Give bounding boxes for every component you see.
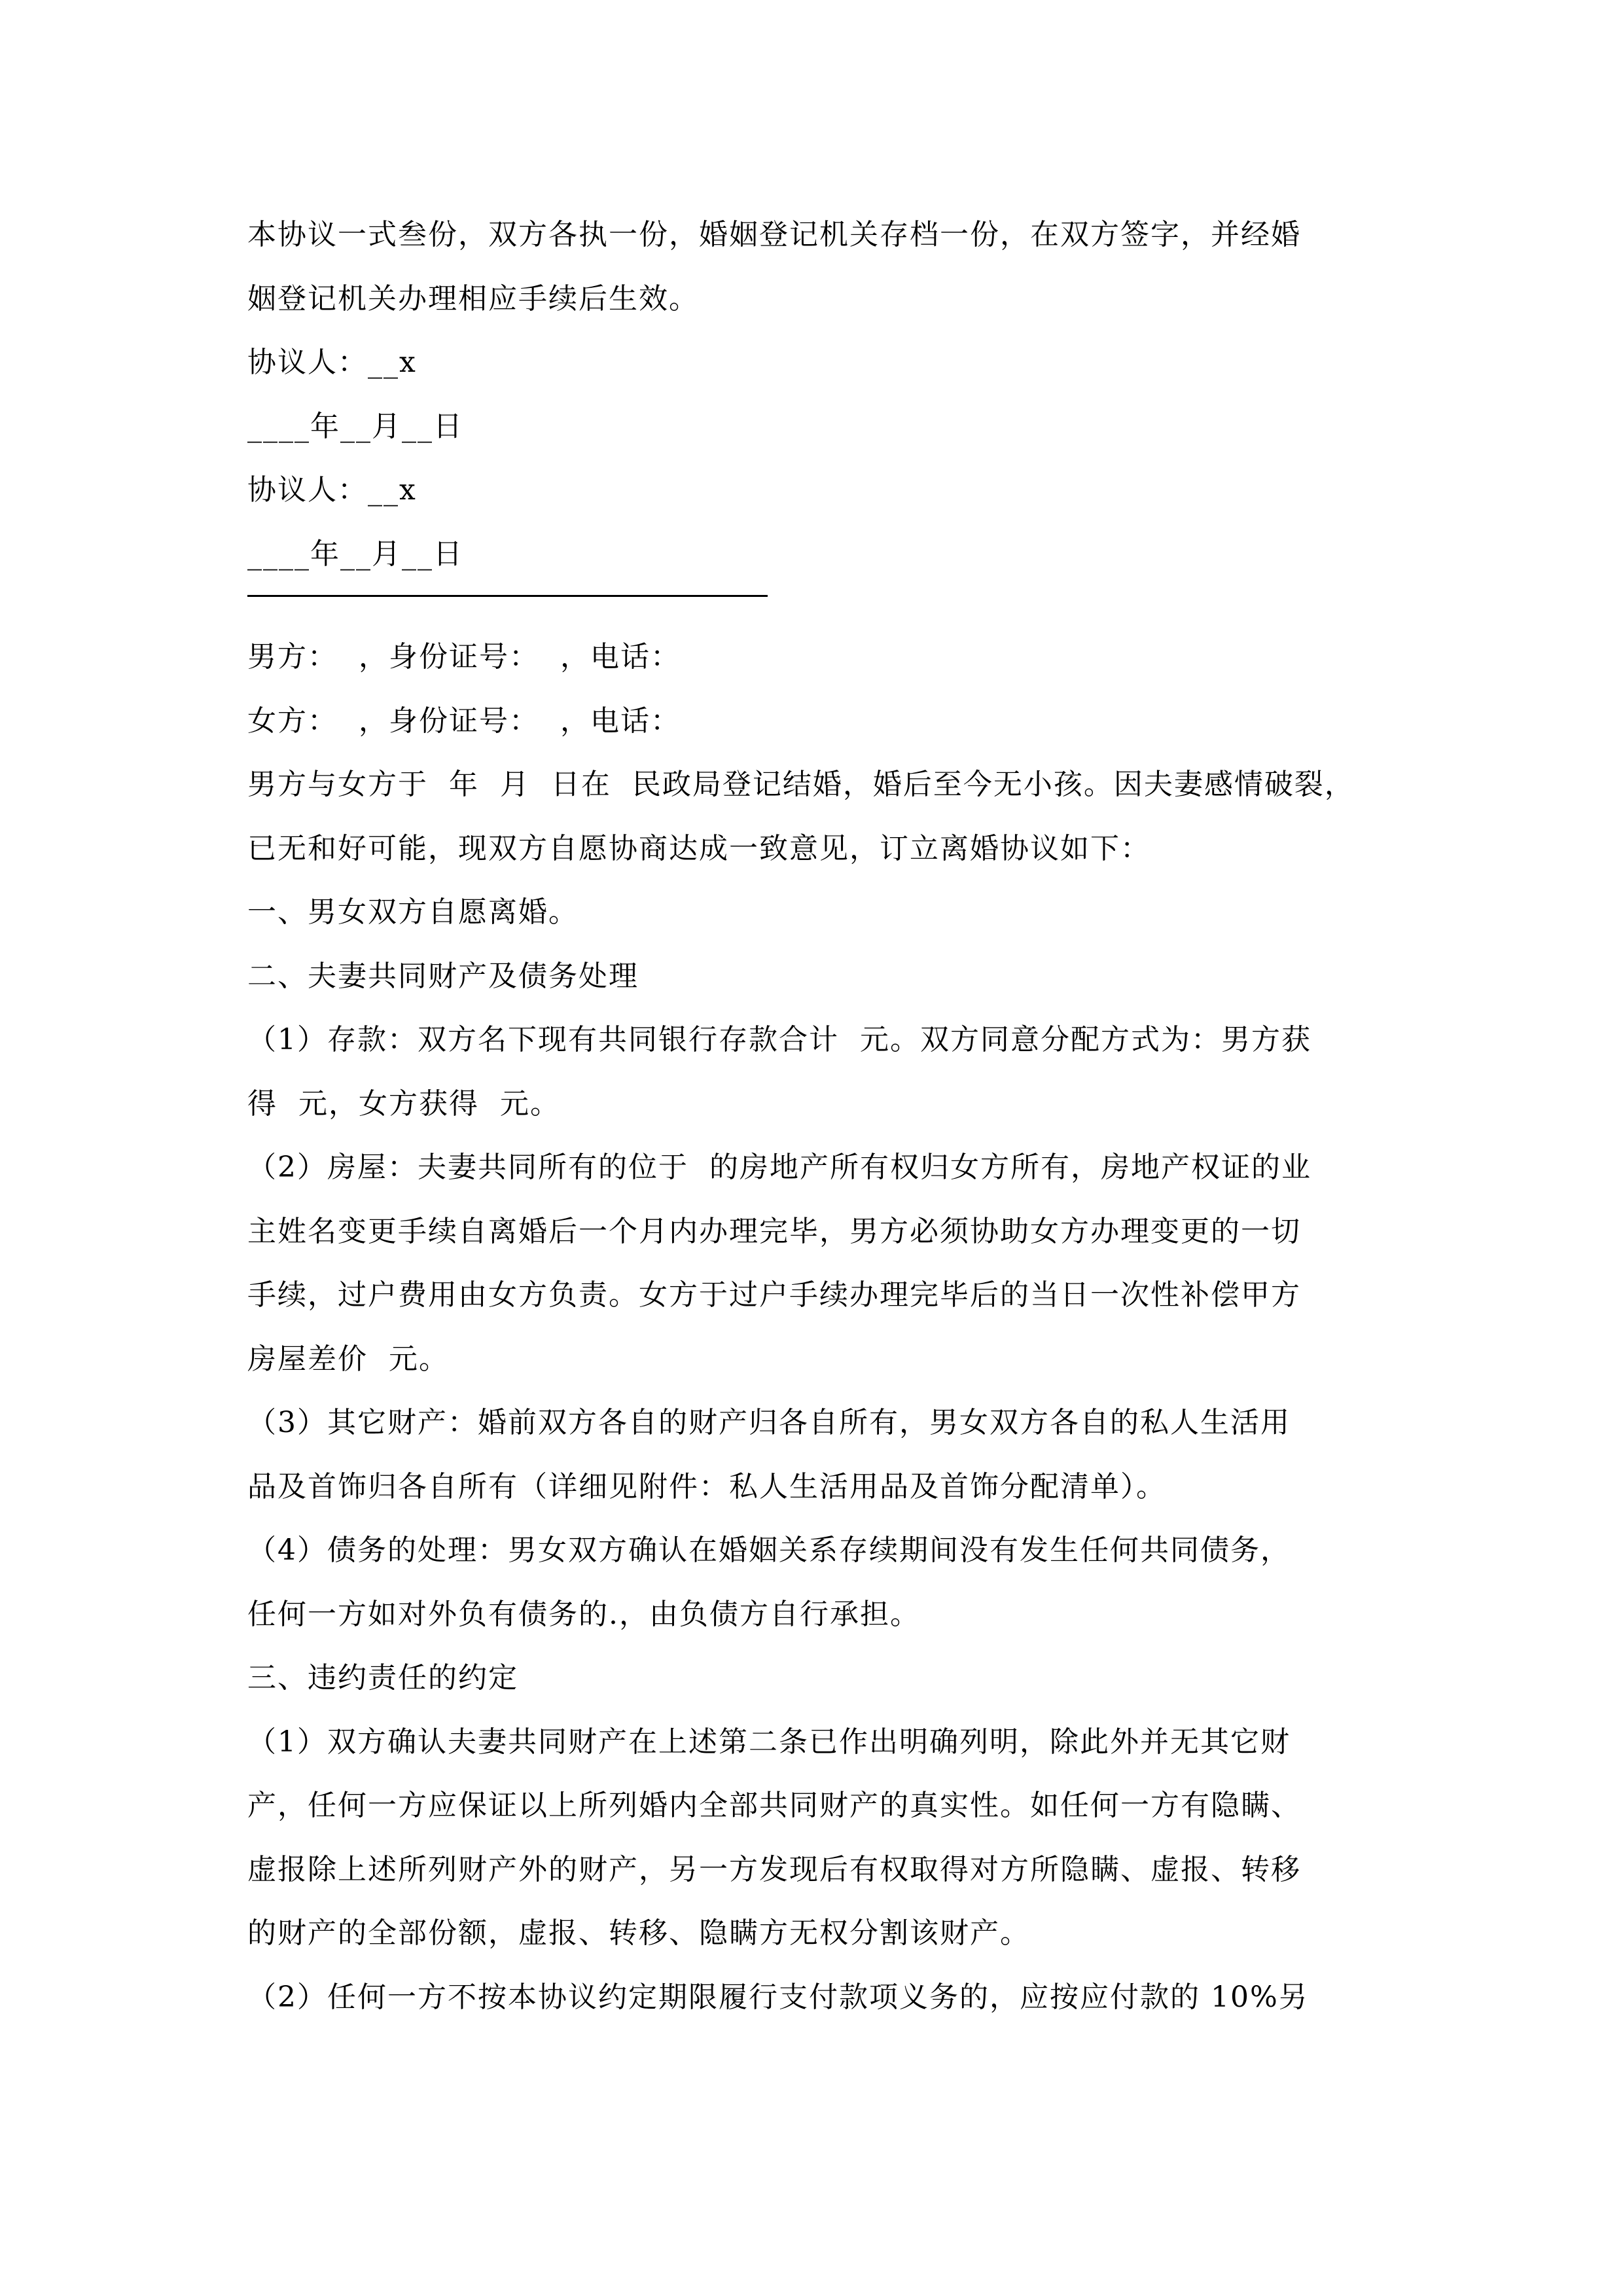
date-line: ____年__月__日 bbox=[247, 537, 463, 571]
text-line: 女方： ，身份证号： ，电话： bbox=[247, 704, 681, 738]
text-line: 男方与女方于 年 月 日在 民政局登记结婚，婚后至今无小孩。因夫妻感情破裂， bbox=[247, 768, 1355, 801]
text-line: 房屋差价 元。 bbox=[247, 1342, 449, 1376]
text-line: 姻登记机关办理相应手续后生效。 bbox=[247, 281, 699, 315]
text-line: 的财产的全部份额，虚报、转移、隐瞒方无权分割该财产。 bbox=[247, 1916, 1030, 1950]
section-heading: 一、男女双方自愿离婚。 bbox=[247, 895, 579, 929]
text-line: （3）其它财产：婚前双方各自的财产归各自所有，男女双方各自的私人生活用 bbox=[247, 1406, 1291, 1439]
divider-line bbox=[247, 595, 768, 597]
text-line: 手续，过户费用由女方负责。女方于过户手续办理完毕后的当日一次性补偿甲方 bbox=[247, 1278, 1301, 1312]
text-line: （2）房屋：夫妻共同所有的位于 的房地产所有权归女方所有，房地产权证的业 bbox=[247, 1151, 1311, 1184]
text-line: 得 元，女方获得 元。 bbox=[247, 1086, 560, 1121]
signatory-label: 协议人：__x bbox=[247, 346, 417, 379]
section-heading: 三、违约责任的约定 bbox=[247, 1661, 518, 1695]
text-line: 本协议一式叁份，双方各执一份，婚姻登记机关存档一份，在双方签字，并经婚 bbox=[247, 218, 1301, 251]
text-line: （1）双方确认夫妻共同财产在上述第二条已作出明确列明，除此外并无其它财 bbox=[247, 1725, 1291, 1759]
date-line: ____年__月__日 bbox=[247, 409, 463, 443]
text-line: （2）任何一方不按本协议约定期限履行支付款项义务的，应按应付款的 10%另 bbox=[247, 1980, 1309, 2014]
document-page bbox=[247, 203, 1380, 2029]
text-line: 虚报除上述所列财产外的财产，另一方发现后有权取得对方所隐瞒、虚报、转移 bbox=[247, 1852, 1301, 1886]
text-line: 任何一方如对外负有债务的.，由负债方自行承担。 bbox=[247, 1597, 920, 1631]
text-line: （4）债务的处理：男女双方确认在婚姻关系存续期间没有发生任何共同债务， bbox=[247, 1534, 1291, 1567]
text-line: 主姓名变更手续自离婚后一个月内办理完毕，男方必须协助女方办理变更的一切 bbox=[247, 1214, 1301, 1248]
signatory-label: 协议人：__x bbox=[247, 473, 417, 507]
text-line: 已无和好可能，现双方自愿协商达成一致意见，订立离婚协议如下： bbox=[247, 831, 1150, 865]
text-line: （1）存款：双方名下现有共同银行存款合计 元。双方同意分配方式为：男方获 bbox=[247, 1023, 1311, 1056]
text-line: 品及首饰归各自所有（详细见附件：私人生活用品及首饰分配清单）。 bbox=[247, 1469, 1166, 1503]
section-divider bbox=[247, 586, 1380, 625]
section-heading: 二、夫妻共同财产及债务处理 bbox=[247, 959, 639, 993]
text-line: 产，任何一方应保证以上所列婚内全部共同财产的真实性。如任何一方有隐瞒、 bbox=[247, 1789, 1301, 1822]
text-line: 男方： ，身份证号： ，电话： bbox=[247, 640, 681, 673]
